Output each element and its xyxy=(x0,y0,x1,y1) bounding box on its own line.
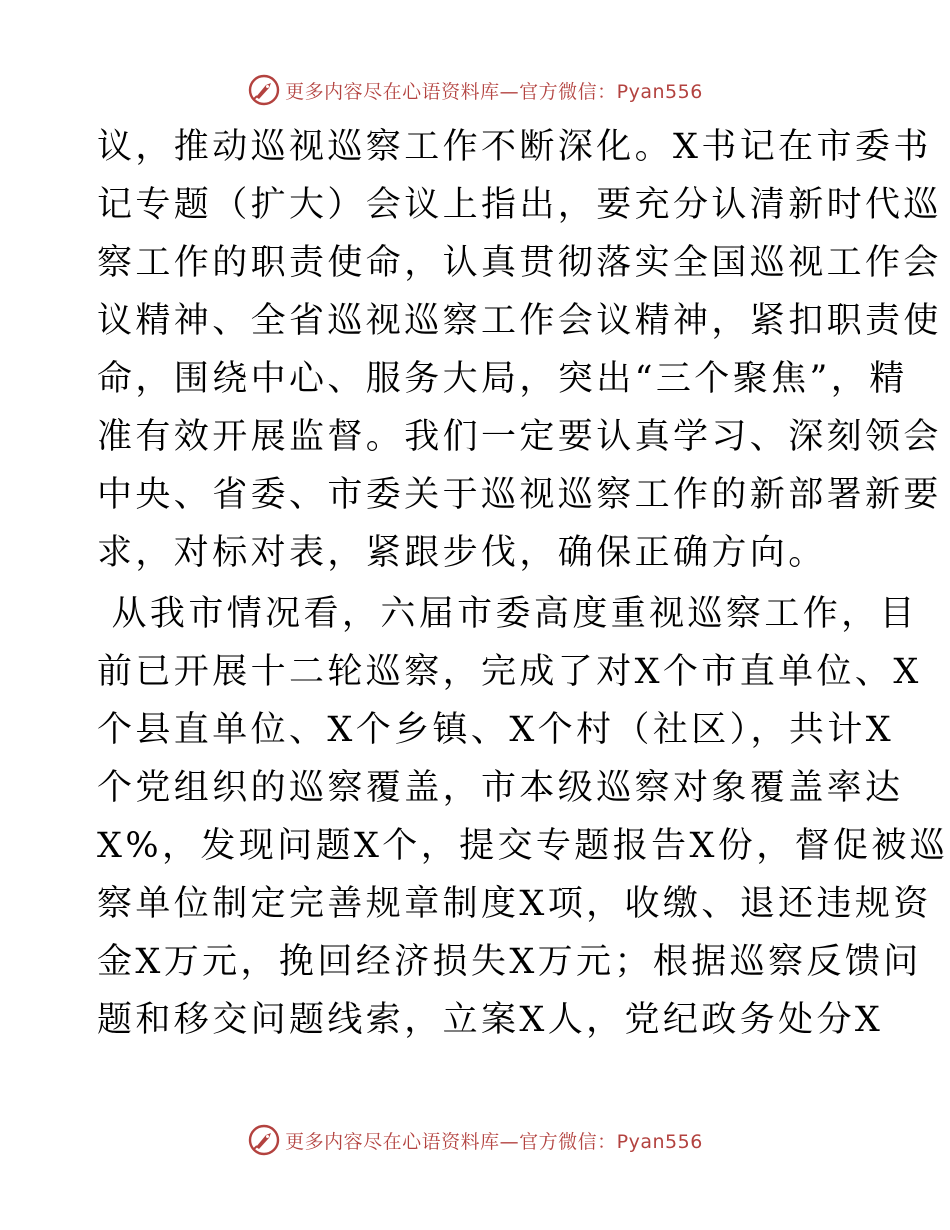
paragraph xyxy=(97,118,942,582)
text-line: 察单位制定完善规章制度X项，收缴、退还违规资 xyxy=(97,884,932,924)
text-line: 记专题（扩大）会议上指出，要充分认清新时代巡 xyxy=(97,185,942,225)
header-banner-text: 更多内容尽在心语资料库—官方微信：Pyan556 xyxy=(285,80,703,103)
text-line: 个县直单位、X个乡镇、X个村（社区），共计X xyxy=(97,710,895,750)
text-line: X%，发现问题X个，提交专题报告X份，督促被巡 xyxy=(97,826,949,866)
text-line: 个党组织的巡察覆盖，市本级巡察对象覆盖率达 xyxy=(97,768,904,808)
text-line: 中央、省委、市委关于巡视巡察工作的新部署新要 xyxy=(97,475,942,515)
text-line: 察工作的职责使命，认真贯彻落实全国巡视工作会 xyxy=(97,243,942,283)
header-banner xyxy=(0,70,950,110)
pen-nib-logo-icon xyxy=(247,73,281,107)
text-line: 题和移交问题线索，立案X人，党纪政务处分X xyxy=(97,1000,884,1040)
text-line: 求，对标对表，紧跟步伐，确保正确方向。 xyxy=(97,533,827,573)
pen-nib-logo-icon xyxy=(247,1123,281,1157)
footer-banner xyxy=(0,1120,950,1160)
text-line: 金X万元，挽回经济损失X万元；根据巡察反馈问 xyxy=(97,942,922,982)
text-line: 命，围绕中心、服务大局，突出“三个聚焦”，精 xyxy=(97,359,908,399)
document-body xyxy=(97,118,949,1049)
paragraph xyxy=(97,585,949,1049)
text-line: 议，推动巡视巡察工作不断深化。X书记在市委书 xyxy=(97,127,932,167)
text-line: 准有效开展监督。我们一定要认真学习、深刻领会 xyxy=(97,417,942,457)
text-line: 议精神、全省巡视巡察工作会议精神，紧扣职责使 xyxy=(97,301,942,341)
text-line: 从我市情况看，六届市委高度重视巡察工作，目 xyxy=(97,594,918,634)
text-line: 前已开展十二轮巡察，完成了对X个市直单位、X xyxy=(97,652,922,692)
footer-banner-text: 更多内容尽在心语资料库—官方微信：Pyan556 xyxy=(285,1130,703,1153)
